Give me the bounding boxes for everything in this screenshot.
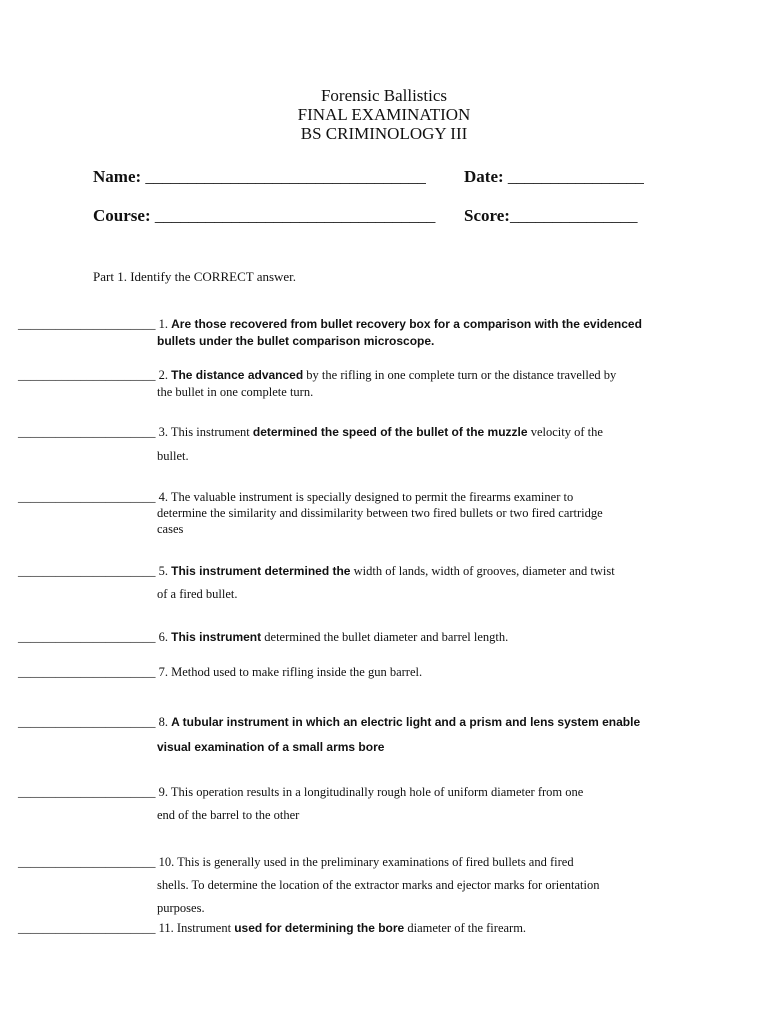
question-text: the bullet in one complete turn. bbox=[157, 385, 314, 399]
course-blank[interactable]: _________________________________ bbox=[154, 206, 436, 225]
question-number: 9. bbox=[155, 785, 171, 799]
question-bold-text: determined the speed of the bullet of the muzzle bbox=[252, 425, 528, 439]
question-text: shells. To determine the location of the extractor marks and ejector marks for orientation bbox=[157, 878, 600, 892]
question-text: of a fired bullet. bbox=[157, 587, 238, 601]
question-bold-text: used for determining the bore bbox=[234, 921, 405, 935]
question-text: cases bbox=[157, 522, 184, 536]
question-bold-text: A tubular instrument in which an electric light and a prism and lens system enable bbox=[171, 715, 641, 729]
question-number: 11. bbox=[155, 921, 177, 935]
question-number: 3. bbox=[155, 425, 171, 439]
question-item bbox=[18, 664, 678, 681]
question-continuation bbox=[18, 804, 678, 827]
question-continuation bbox=[18, 384, 678, 401]
question-item bbox=[18, 781, 678, 827]
class-title: BS CRIMINOLOGY III bbox=[300, 124, 468, 143]
score-field bbox=[464, 206, 637, 226]
question-text: width of lands, width of grooves, diameter and twist bbox=[350, 564, 615, 578]
question-bold-text: Are those recovered from bullet recovery box for a comparison with the evidenced bbox=[171, 317, 642, 331]
question-bold-text: The distance advanced bbox=[171, 368, 304, 382]
question-continuation bbox=[18, 521, 678, 537]
part1-instruction: Part 1. Identify the CORRECT answer. bbox=[93, 269, 297, 284]
question-item bbox=[18, 420, 678, 468]
question-line bbox=[18, 560, 678, 583]
question-text: This is generally used in the preliminary examinations of fired bullets and fired bbox=[177, 855, 574, 869]
exam-header bbox=[0, 86, 768, 143]
question-text: purposes. bbox=[157, 901, 205, 915]
answer-blank[interactable]: ______________________ bbox=[18, 715, 156, 729]
question-line bbox=[18, 489, 678, 505]
question-number: 4. bbox=[155, 490, 171, 504]
date-field bbox=[464, 167, 644, 187]
question-text: The valuable instrument is specially designed to permit the firearms examiner to bbox=[170, 490, 574, 504]
question-text: Instrument bbox=[176, 921, 235, 935]
question-continuation bbox=[18, 897, 678, 920]
date-label: Date: bbox=[464, 167, 504, 186]
question-line bbox=[18, 920, 678, 937]
question-bold-text: This instrument bbox=[171, 630, 262, 644]
question-line bbox=[18, 420, 678, 444]
question-text: diameter of the firearm. bbox=[404, 921, 527, 935]
question-text: This operation results in a longitudinally rough hole of uniform diameter from one bbox=[170, 785, 584, 799]
question-continuation bbox=[18, 444, 678, 468]
question-continuation bbox=[18, 874, 678, 897]
question-number: 8. bbox=[155, 715, 172, 729]
question-continuation bbox=[18, 505, 678, 521]
answer-blank[interactable]: ______________________ bbox=[18, 785, 156, 799]
question-continuation bbox=[18, 333, 678, 350]
question-text: velocity of the bbox=[527, 425, 603, 439]
question-number: 1. bbox=[155, 317, 172, 331]
name-label: Name: bbox=[93, 167, 142, 186]
answer-blank[interactable]: ______________________ bbox=[18, 317, 156, 331]
question-item bbox=[18, 710, 678, 760]
question-line bbox=[18, 781, 678, 804]
question-number: 6. bbox=[155, 630, 172, 644]
question-continuation bbox=[18, 735, 678, 760]
course-field bbox=[93, 206, 435, 226]
question-text: determined the bullet diameter and barrel length. bbox=[261, 630, 509, 644]
name-field bbox=[93, 167, 426, 187]
question-line bbox=[18, 664, 678, 681]
question-number: 10. bbox=[155, 855, 178, 869]
course-label: Course: bbox=[93, 206, 151, 225]
answer-blank[interactable]: ______________________ bbox=[18, 665, 156, 679]
question-item bbox=[18, 851, 678, 920]
question-line bbox=[18, 367, 678, 384]
question-line bbox=[18, 316, 678, 333]
answer-blank[interactable]: ______________________ bbox=[18, 490, 156, 504]
score-blank[interactable]: _______________ bbox=[509, 206, 638, 225]
question-bold-text: This instrument determined the bbox=[171, 564, 351, 578]
answer-blank[interactable]: ______________________ bbox=[18, 368, 156, 382]
question-number: 7. bbox=[155, 665, 172, 679]
question-item bbox=[18, 489, 678, 537]
question-number: 5. bbox=[155, 564, 172, 578]
question-item bbox=[18, 920, 678, 937]
question-item bbox=[18, 316, 678, 350]
question-text: This instrument bbox=[170, 425, 253, 439]
question-text: Method used to make rifling inside the gun barrel. bbox=[171, 665, 423, 679]
score-label: Score: bbox=[464, 206, 510, 225]
question-number: 2. bbox=[155, 368, 172, 382]
question-text: end of the barrel to the other bbox=[157, 808, 300, 822]
exam-title: FINAL EXAMINATION bbox=[297, 105, 471, 124]
name-blank[interactable]: _________________________________ bbox=[145, 167, 426, 186]
question-bold-text: bullets under the bullet comparison microscope. bbox=[157, 334, 435, 348]
question-bold-text: visual examination of a small arms bore bbox=[157, 740, 385, 754]
question-line bbox=[18, 851, 678, 874]
question-text: determine the similarity and dissimilarity between two fired bullets or two fired cartridge bbox=[157, 506, 603, 520]
course-title: Forensic Ballistics bbox=[320, 86, 448, 105]
question-continuation bbox=[18, 583, 678, 606]
question-line bbox=[18, 710, 678, 735]
question-text: by the rifling in one complete turn or the distance travelled by bbox=[303, 368, 617, 382]
question-item bbox=[18, 629, 678, 646]
answer-blank[interactable]: ______________________ bbox=[18, 564, 156, 578]
question-text: bullet. bbox=[157, 449, 189, 463]
answer-blank[interactable]: ______________________ bbox=[18, 855, 156, 869]
date-blank[interactable]: ________________ bbox=[507, 167, 644, 186]
question-item bbox=[18, 367, 678, 401]
question-line bbox=[18, 629, 678, 646]
answer-blank[interactable]: ______________________ bbox=[18, 630, 156, 644]
question-item bbox=[18, 560, 678, 606]
answer-blank[interactable]: ______________________ bbox=[18, 921, 156, 935]
answer-blank[interactable]: ______________________ bbox=[18, 425, 156, 439]
